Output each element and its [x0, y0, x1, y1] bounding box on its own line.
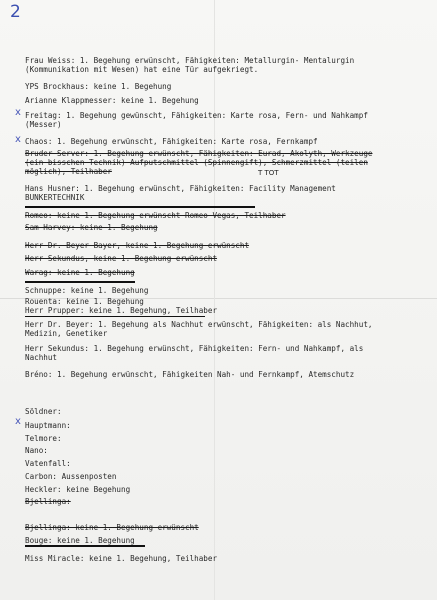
list-item: Vatenfall: [25, 459, 71, 468]
list-item: Telmore: [25, 434, 62, 443]
handwritten-cross-mark: x [15, 134, 21, 145]
list-item: Frau Weiss: 1. Begehung erwünscht, Fähigkeiten: Metallurgin- Mentalurgin (Kommunikation mit Wesen) hat eine Tür aufgekriegt. [25, 56, 355, 74]
page-number: 2 [10, 2, 21, 22]
list-item: Chaos: 1. Begehung erwünscht, Fähigkeiten: Karte rosa, Fernkampf [25, 137, 318, 146]
list-item-struck: Sam Harvey: keine 1. Begehung [25, 223, 158, 232]
list-item: Bouge: keine 1. Begehung [25, 536, 135, 545]
list-item: YPS Brockhaus: keine 1. Begehung [25, 82, 172, 91]
list-item-struck: Herr Dr. Beyer Bayer, keine 1. Begehung erwünscht [25, 241, 250, 250]
list-item: Söldner: [25, 407, 62, 416]
list-item: Arianne Klappmesser: keine 1. Begehung [25, 96, 199, 105]
list-item-struck: Bruder Server: 1. Begehung erwünscht, Fähigkeiten: Eurad, Akolyth, Werkzeuge (ein bisschen Technik) Aufputschmittel (Spinnengift), Schmerzmittel (teilen möglich), Teilhaber [25, 149, 373, 176]
list-item: Carbon: Aussenposten [25, 472, 117, 481]
list-item-struck: Romeo: keine 1. Begehung erwünscht Romeo Vegas, Teilhaber [25, 211, 286, 220]
list-item: Heckler: keine Begehung [25, 485, 131, 494]
pen-stroke [25, 545, 145, 547]
list-item-struck: Herr Sekundus, keine 1. Begehung erwünscht [25, 254, 218, 263]
list-item: Miss Miracle: keine 1. Begehung, Teilhaber [25, 554, 218, 563]
handwritten-tot-note: T TOT [258, 169, 279, 177]
list-item: Freitag: 1. Begehung gewünscht, Fähigkeiten: Karte rosa, Fern- und Nahkampf (Messer) [25, 111, 368, 129]
list-item: Schnuppe: keine 1. Begehung [25, 286, 149, 295]
list-item: Nano: [25, 446, 48, 455]
list-item: Herr Dr. Beyer: 1. Begehung als Nachhut erwünscht, Fähigkeiten: als Nachhut, Medizin, Genetiker [25, 320, 373, 338]
list-item: Hauptmann: [25, 421, 71, 430]
list-item: Hans Husner: 1. Begehung erwünscht, Fähigkeiten: Facility Management BUNKERTECHNIK [25, 184, 336, 202]
list-item-struck: Bjellinga: [25, 497, 71, 506]
handwritten-cross-mark: x [15, 107, 21, 118]
list-item: Rouenta: keine 1. Begehung [25, 297, 144, 306]
list-item: Bréno: 1. Begehung erwünscht, Fähigkeiten Nah- und Fernkampf, Atemschutz [25, 370, 355, 379]
list-item-struck: Bjellinga: keine 1. Begehung erwünscht [25, 523, 199, 532]
handwritten-cross-mark: x [15, 416, 21, 427]
list-item: Herr Sekundus: 1. Begehung erwünscht, Fähigkeiten: Fern- und Nahkampf, als Nachhut [25, 344, 364, 362]
pen-stroke [25, 281, 135, 283]
list-item: Herr Prupper: keine 1. Begehung, Teilhaber [25, 306, 218, 315]
list-item-struck: Warag: keine 1. Begehung [25, 268, 135, 277]
pen-stroke [25, 206, 255, 208]
pen-stroke [25, 316, 205, 317]
